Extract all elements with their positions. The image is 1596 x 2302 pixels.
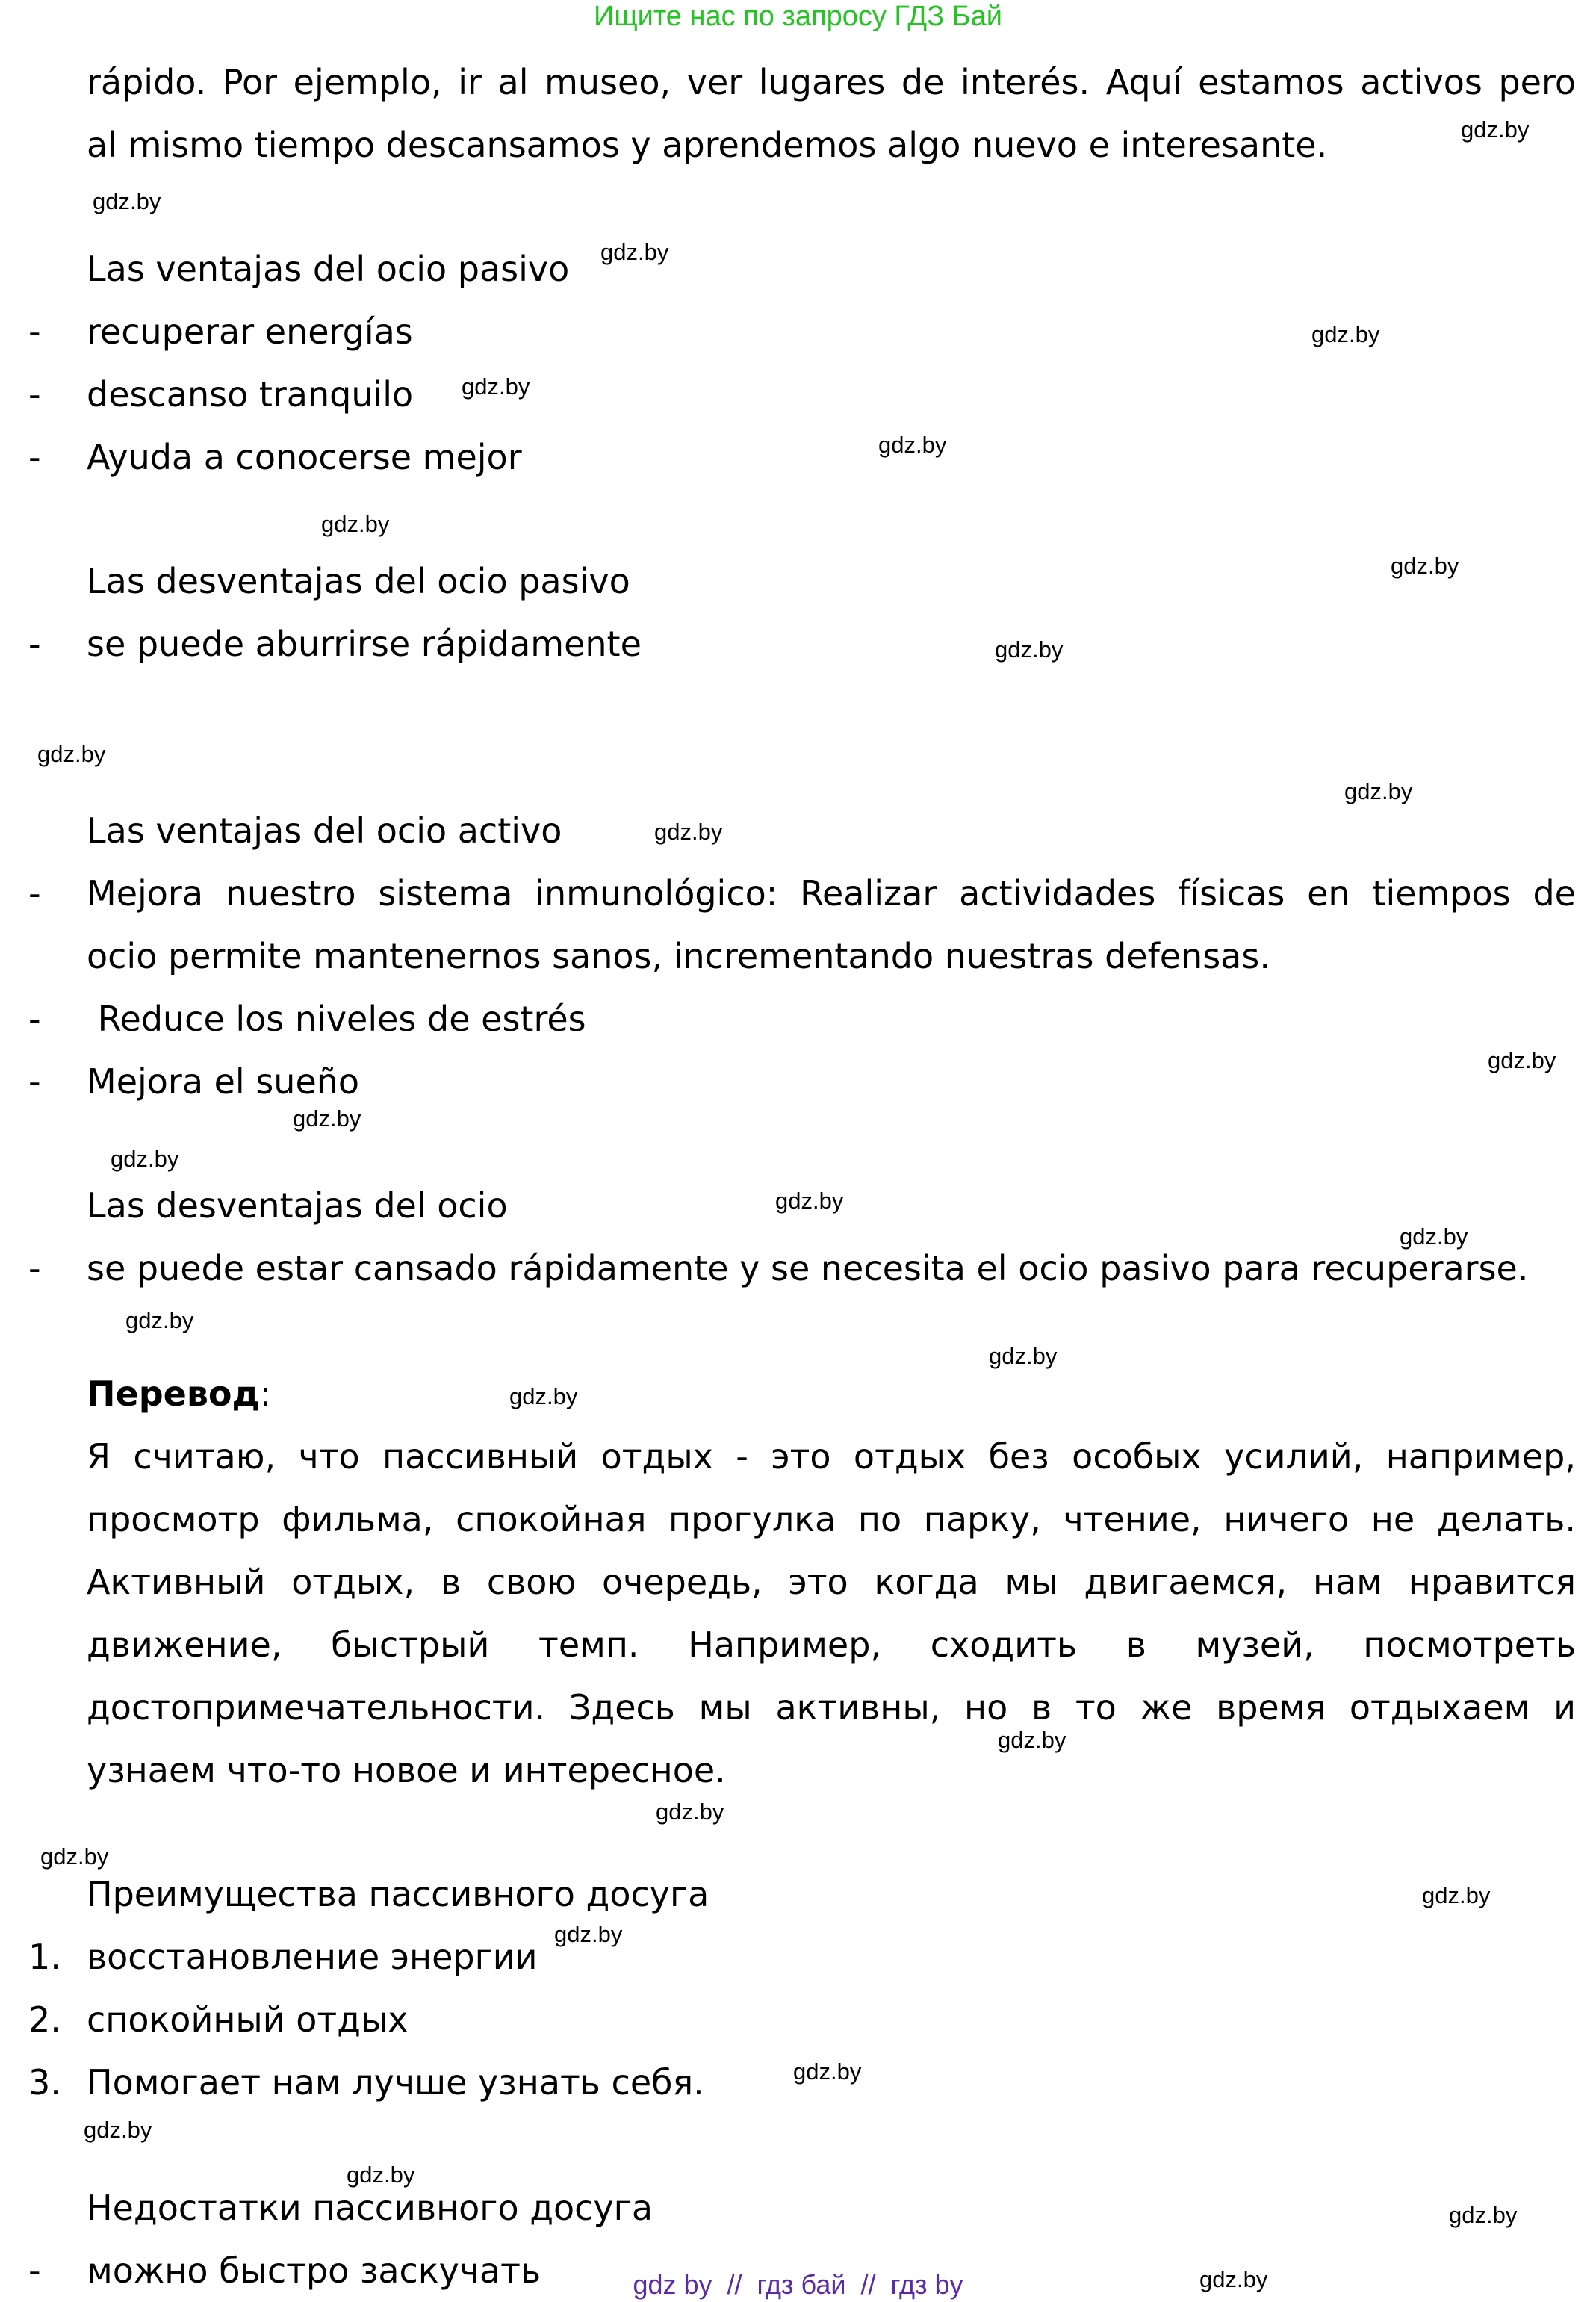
list-dash: - — [28, 2250, 41, 2291]
translation-line-1: Я считаю, что пассивный отдых - это отдых без особых усилий, например, — [87, 1436, 1576, 1477]
translation-line-2: просмотр фильма, спокойная прогулка по парку, чтение, ничего не делать. — [87, 1499, 1576, 1539]
passive-pros-title-es: Las ventajas del ocio pasivo — [87, 249, 570, 289]
watermark: gdz.by — [775, 1188, 844, 1214]
watermark: gdz.by — [793, 2059, 862, 2085]
list-dash: - — [28, 999, 41, 1039]
watermark: gdz.by — [111, 1146, 179, 1172]
list-number: 2. — [28, 1999, 61, 2040]
list-item: восстановление энергии — [87, 1937, 538, 1977]
active-pros-title-es: Las ventajas del ocio activo — [87, 810, 562, 851]
watermark: gdz.by — [878, 432, 947, 458]
watermark: gdz.by — [509, 1383, 578, 1409]
list-item: Mejora nuestro sistema inmunológico: Realizar actividades físicas en tiempos de — [87, 873, 1576, 913]
passive-cons-title-ru: Недостатки пассивного досуга — [87, 2188, 653, 2228]
watermark: gdz.by — [1400, 1223, 1468, 1250]
watermark: gdz.by — [84, 2117, 152, 2143]
watermark: gdz.by — [998, 1727, 1066, 1753]
watermark: gdz.by — [462, 373, 530, 400]
translation-line-6: узнаем что-то новое и интересное. — [87, 1750, 726, 1790]
passive-pros-title-ru: Преимущества пассивного досуга — [87, 1874, 709, 1914]
watermark: gdz.by — [1199, 2266, 1268, 2292]
list-dash: - — [28, 311, 41, 352]
watermark: gdz.by — [1344, 778, 1413, 804]
list-item: Reduce los niveles de estrés — [87, 999, 586, 1039]
intro-line-1: rápido. Por ejemplo, ir al museo, ver lugares de interés. Aquí estamos activos pero — [87, 62, 1576, 102]
list-item: se puede estar cansado rápidamente y se necesita el ocio pasivo para recuperarse. — [87, 1248, 1529, 1288]
footer-links[interactable]: gdz by // гдз бай // гдз by — [633, 2269, 963, 2300]
header-search-hint[interactable]: Ищите нас по запросу ГДЗ Бай — [594, 1, 1002, 32]
watermark: gdz.by — [656, 1799, 724, 1825]
watermark: gdz.by — [1422, 1882, 1491, 1908]
watermark: gdz.by — [1449, 2202, 1518, 2228]
watermark: gdz.by — [93, 188, 161, 214]
list-dash: - — [28, 374, 41, 415]
list-item: recuperar energías — [87, 311, 413, 352]
list-item: Ayuda a conocerse mejor — [87, 437, 522, 477]
watermark: gdz.by — [654, 819, 723, 845]
watermark: gdz.by — [1311, 321, 1380, 347]
list-item: спокойный отдых — [87, 1999, 409, 2040]
translation-line-4: движение, быстрый темп. Например, сходить в музей, посмотреть — [87, 1625, 1576, 1665]
watermark: gdz.by — [1391, 553, 1459, 579]
passive-cons-title-es: Las desventajas del ocio pasivo — [87, 561, 630, 601]
translation-line-3: Активный отдых, в свою очередь, это когда мы двигаемся, нам нравится — [87, 1562, 1576, 1602]
watermark: gdz.by — [995, 636, 1064, 663]
translation-line-5: достопримечательности. Здесь мы активны, но в то же время отдыхаем и — [87, 1687, 1576, 1728]
watermark: gdz.by — [321, 511, 390, 537]
active-cons-title-es: Las desventajas del ocio — [87, 1185, 508, 1226]
intro-line-2: al mismo tiempo descansamos y aprendemos algo nuevo e interesante. — [87, 125, 1328, 165]
watermark: gdz.by — [293, 1105, 361, 1132]
watermark: gdz.by — [989, 1343, 1058, 1369]
watermark: gdz.by — [600, 239, 669, 265]
watermark: gdz.by — [554, 1921, 623, 1947]
watermark: gdz.by — [40, 1843, 109, 1870]
list-item: можно быстро заскучать — [87, 2250, 541, 2291]
list-dash: - — [28, 1248, 41, 1288]
watermark: gdz.by — [1461, 117, 1530, 143]
watermark: gdz.by — [37, 741, 106, 767]
list-dash: - — [28, 1061, 41, 1102]
list-item: Помогает нам лучше узнать себя. — [87, 2062, 704, 2103]
watermark: gdz.by — [1488, 1047, 1556, 1073]
translation-heading-label: Перевод — [87, 1374, 260, 1414]
list-number: 1. — [28, 1937, 61, 1977]
watermark: gdz.by — [347, 2162, 415, 2188]
list-dash: - — [28, 624, 41, 664]
list-dash: - — [28, 873, 41, 913]
list-item: se puede aburrirse rápidamente — [87, 624, 642, 664]
list-number: 3. — [28, 2062, 61, 2103]
list-item: descanso tranquilo — [87, 374, 414, 415]
translation-heading — [87, 1362, 271, 1425]
watermark: gdz.by — [125, 1307, 194, 1333]
list-dash: - — [28, 437, 41, 477]
translation-heading-colon: : — [259, 1374, 272, 1414]
list-item: Mejora el sueño — [87, 1061, 360, 1102]
list-item-continuation: ocio permite mantenernos sanos, incrementando nuestras defensas. — [87, 936, 1270, 976]
